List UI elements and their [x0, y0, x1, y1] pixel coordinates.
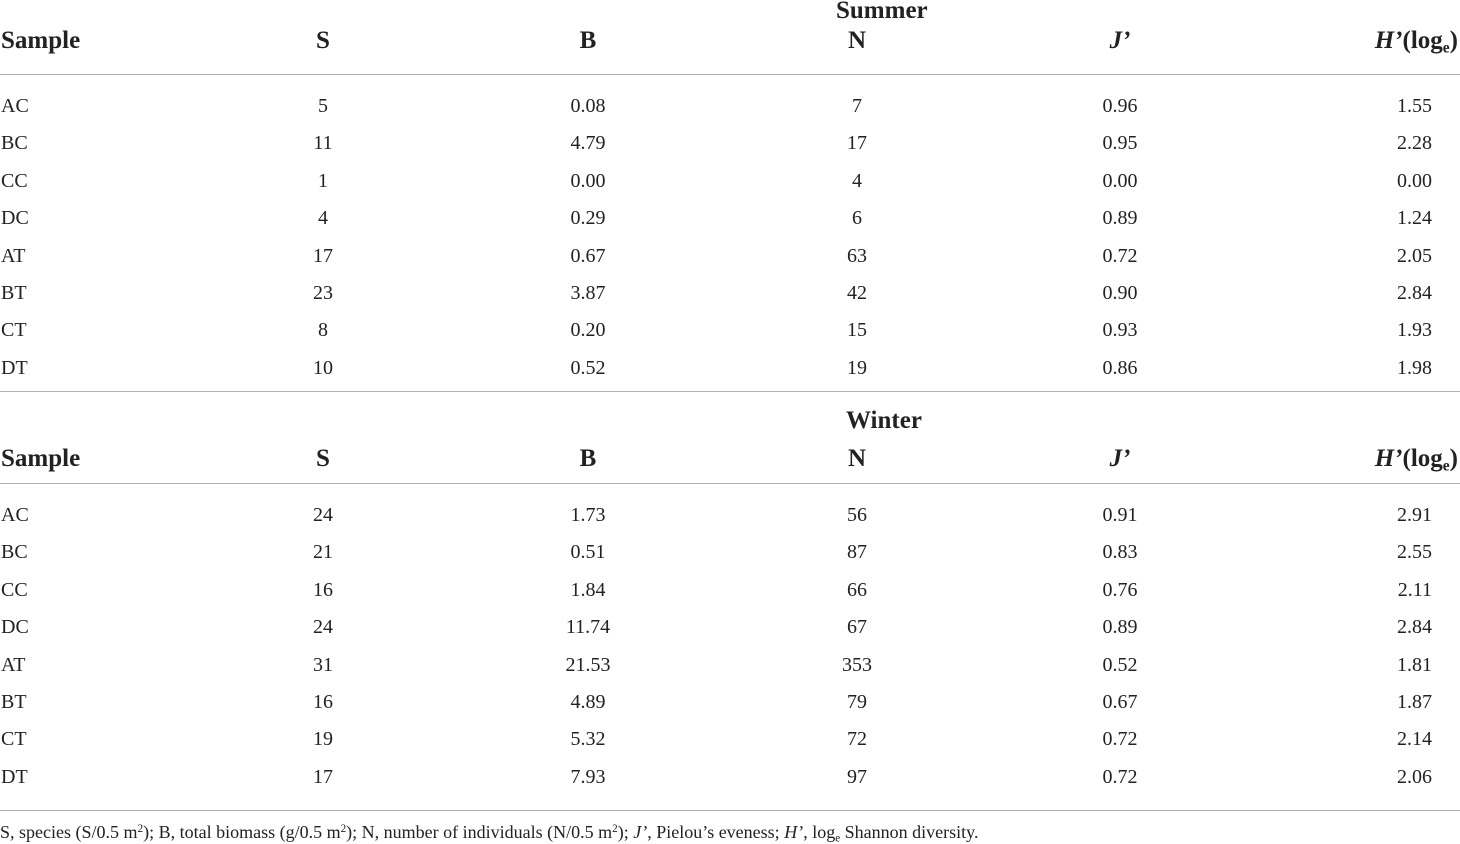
- cell-h: 2.14: [1397, 728, 1432, 751]
- cell-b: 0.20: [570, 319, 606, 342]
- header-sample: Sample: [1, 445, 81, 472]
- cell-sample: DC: [1, 207, 29, 230]
- cell-n: 87: [847, 541, 867, 564]
- cell-s: 24: [313, 616, 333, 639]
- cell-b: 0.52: [570, 356, 606, 379]
- table-row: [0, 540, 1460, 564]
- cell-h: 1.87: [1397, 691, 1432, 713]
- cell-h: 2.84: [1397, 282, 1432, 304]
- cell-sample: CC: [1, 169, 28, 192]
- cell-s: 21: [313, 541, 333, 564]
- table-footnote: [0, 820, 978, 844]
- cell-h: 1.93: [1397, 319, 1432, 342]
- cell-h: 2.55: [1397, 541, 1432, 564]
- section-divider-rule: [0, 391, 1460, 392]
- table-row: [0, 356, 1460, 380]
- cell-j: 0.91: [1102, 504, 1138, 526]
- table-row: [0, 690, 1460, 714]
- cell-b: 1.73: [570, 504, 606, 526]
- cell-b: 1.84: [570, 578, 606, 601]
- cell-h: 2.11: [1397, 578, 1432, 601]
- header-n: N: [847, 27, 867, 54]
- header-j: J’: [1109, 445, 1131, 472]
- footnote-sup: 2: [340, 822, 347, 835]
- header-b: B: [579, 27, 597, 54]
- cell-s: 24: [313, 504, 333, 526]
- header-h-close: ): [1449, 445, 1458, 472]
- cell-s: 23: [313, 282, 333, 304]
- header-h-symbol: H’: [1374, 445, 1403, 472]
- cell-n: 7: [852, 95, 862, 117]
- table-row: [0, 94, 1460, 118]
- cell-h: 2.06: [1397, 765, 1432, 788]
- header-h-log: (log: [1402, 445, 1443, 472]
- table-row: [0, 281, 1460, 305]
- cell-sample: CC: [1, 578, 28, 601]
- cell-n: 97: [847, 765, 867, 788]
- footnote-part: , Pielou’s eveness;: [647, 822, 785, 842]
- cell-b: 0.29: [570, 207, 606, 230]
- cell-b: 0.00: [570, 169, 606, 192]
- footnote-h: H’: [784, 822, 804, 842]
- footnote-part: S, species (S/0.5 m: [0, 822, 138, 842]
- cell-n: 67: [847, 616, 867, 639]
- summer-header-row: [0, 27, 1460, 55]
- cell-n: 79: [847, 691, 867, 713]
- header-h-sub: e: [1442, 457, 1450, 475]
- cell-sample: DC: [1, 616, 29, 639]
- header-h-close: ): [1449, 27, 1458, 54]
- cell-n: 42: [847, 282, 867, 304]
- table-row: [0, 653, 1460, 677]
- cell-sample: CT: [1, 728, 27, 751]
- header-b: B: [579, 445, 597, 472]
- cell-j: 0.72: [1102, 244, 1138, 267]
- summer-title: Summer: [836, 0, 928, 24]
- cell-s: 1: [318, 169, 328, 192]
- table-row: [0, 578, 1460, 602]
- table-row: [0, 244, 1460, 268]
- table-row: [0, 169, 1460, 193]
- footnote-j: J’: [633, 822, 648, 842]
- cell-b: 11.74: [565, 616, 611, 639]
- cell-n: 15: [847, 319, 867, 342]
- cell-sample: AC: [1, 95, 29, 117]
- cell-sample: DT: [1, 765, 28, 788]
- cell-h: 2.28: [1397, 132, 1432, 155]
- cell-n: 72: [847, 728, 867, 751]
- cell-sample: AT: [1, 653, 26, 676]
- cell-j: 0.93: [1102, 319, 1138, 342]
- cell-b: 0.51: [570, 541, 606, 564]
- table-row: [0, 765, 1460, 789]
- footnote-part: Shannon diversity.: [840, 822, 979, 842]
- cell-sample: BC: [1, 132, 28, 155]
- cell-j: 0.96: [1102, 95, 1138, 117]
- cell-s: 5: [318, 95, 328, 117]
- cell-h: 1.55: [1397, 95, 1432, 117]
- header-h: [1375, 27, 1458, 55]
- cell-j: 0.89: [1102, 207, 1138, 230]
- footnote-part: , log: [803, 822, 836, 842]
- cell-s: 17: [313, 244, 333, 267]
- cell-j: 0.72: [1102, 765, 1138, 788]
- cell-b: 0.08: [570, 95, 606, 117]
- cell-s: 19: [313, 728, 333, 751]
- header-n: N: [847, 445, 867, 472]
- cell-j: 0.89: [1102, 616, 1138, 639]
- table-row: [0, 206, 1460, 230]
- winter-header-row: [0, 445, 1460, 473]
- cell-n: 19: [847, 356, 867, 379]
- cell-sample: DT: [1, 356, 28, 379]
- cell-sample: BT: [1, 691, 27, 713]
- cell-b: 21.53: [565, 653, 611, 676]
- header-h-log: (log: [1402, 27, 1443, 54]
- cell-s: 10: [313, 356, 333, 379]
- footnote-sup: 2: [612, 822, 618, 835]
- cell-b: 0.67: [570, 244, 606, 267]
- cell-n: 66: [847, 578, 867, 601]
- table-row: [0, 503, 1460, 527]
- table-row: [0, 615, 1460, 639]
- cell-b: 5.32: [570, 728, 606, 751]
- cell-b: 4.79: [570, 132, 606, 155]
- header-s: S: [316, 27, 330, 54]
- cell-n: 6: [852, 207, 862, 230]
- cell-b: 4.89: [570, 691, 606, 713]
- cell-h: 2.84: [1397, 616, 1432, 639]
- cell-s: 31: [313, 653, 333, 676]
- header-s: S: [316, 445, 330, 472]
- cell-j: 0.90: [1102, 282, 1138, 304]
- cell-j: 0.76: [1102, 578, 1138, 601]
- cell-n: 4: [852, 169, 862, 192]
- cell-h: 1.24: [1397, 207, 1432, 230]
- cell-h: 1.98: [1397, 356, 1432, 379]
- cell-sample: BT: [1, 282, 27, 304]
- header-h-symbol: H’: [1374, 27, 1403, 54]
- table-row: [0, 318, 1460, 342]
- cell-s: 4: [318, 207, 328, 230]
- cell-j: 0.95: [1102, 132, 1138, 155]
- cell-h: 2.05: [1397, 244, 1432, 267]
- cell-sample: AC: [1, 504, 29, 526]
- cell-j: 0.67: [1102, 691, 1138, 713]
- cell-h: 1.81: [1397, 653, 1432, 676]
- winter-header-rule: [0, 483, 1460, 484]
- cell-b: 3.87: [570, 282, 606, 304]
- cell-j: 0.83: [1102, 541, 1138, 564]
- cell-s: 8: [318, 319, 328, 342]
- footnote-sup: 2: [137, 822, 144, 835]
- cell-j: 0.00: [1102, 169, 1138, 192]
- cell-b: 7.93: [570, 765, 606, 788]
- cell-n: 63: [847, 244, 867, 267]
- footnote-part: ); N, number of individuals (N/0.5 m: [346, 822, 613, 842]
- cell-j: 0.72: [1102, 728, 1138, 751]
- cell-s: 17: [313, 765, 333, 788]
- cell-sample: CT: [1, 319, 27, 342]
- header-h: [1375, 445, 1458, 473]
- cell-h: 2.91: [1397, 504, 1432, 526]
- table-row: [0, 131, 1460, 155]
- cell-n: 353: [842, 653, 872, 676]
- footnote-sub: e: [835, 832, 841, 844]
- footnote-part: );: [617, 822, 634, 842]
- header-h-sub: e: [1442, 39, 1450, 57]
- cell-n: 17: [847, 132, 867, 155]
- table-row: [0, 727, 1460, 751]
- cell-s: 11: [313, 132, 333, 155]
- cell-j: 0.52: [1102, 653, 1138, 676]
- winter-title: Winter: [846, 407, 922, 434]
- footnote-part: ); B, total biomass (g/0.5 m: [143, 822, 341, 842]
- cell-s: 16: [313, 578, 333, 601]
- header-sample: Sample: [1, 27, 81, 54]
- cell-h: 0.00: [1397, 169, 1432, 192]
- cell-sample: AT: [1, 244, 26, 267]
- summer-header-rule: [0, 74, 1460, 75]
- cell-s: 16: [313, 691, 333, 713]
- header-j: J’: [1109, 27, 1131, 54]
- footer-rule: [0, 810, 1460, 811]
- cell-n: 56: [847, 504, 867, 526]
- cell-sample: BC: [1, 541, 28, 564]
- cell-j: 0.86: [1102, 356, 1138, 379]
